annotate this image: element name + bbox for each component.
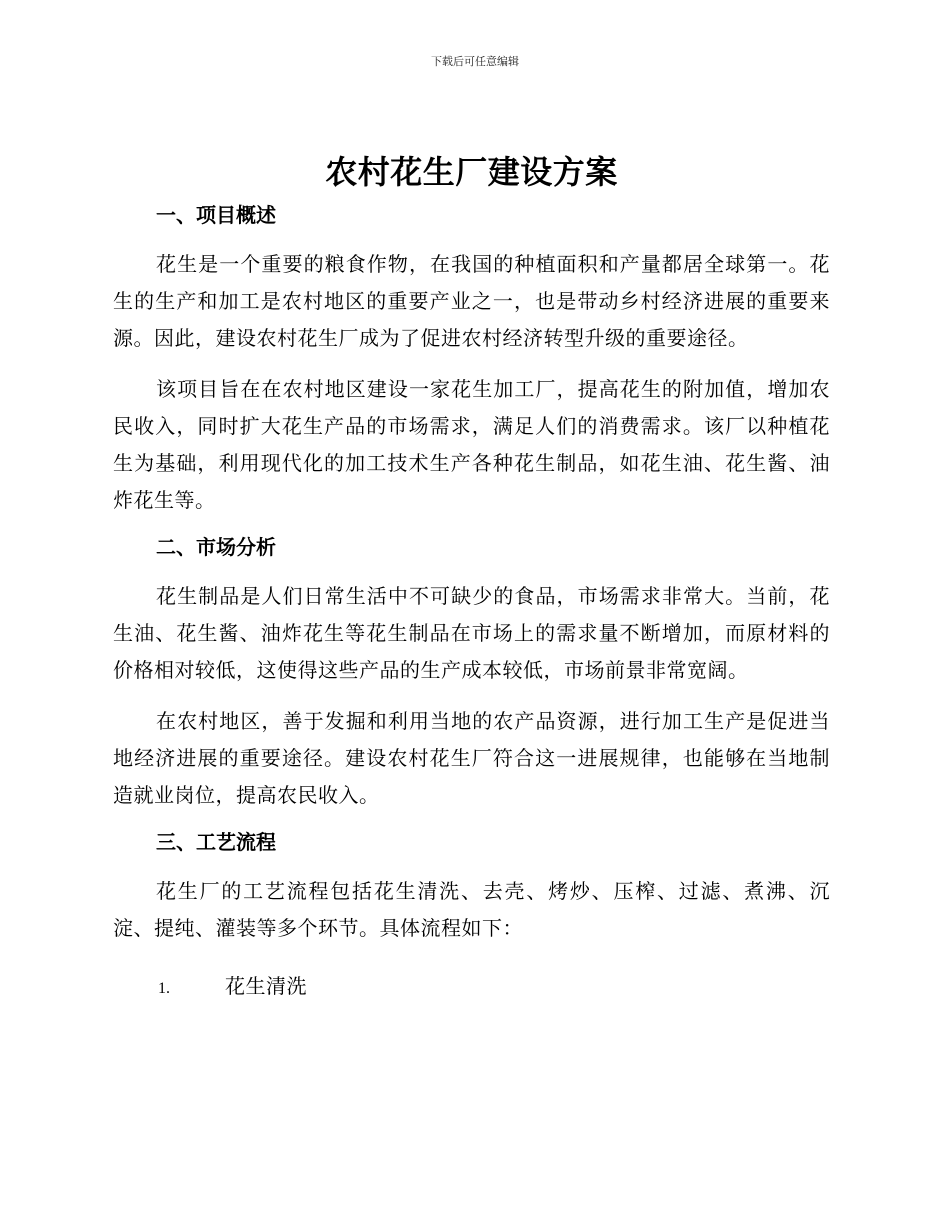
paragraph-overview-1: 花生是一个重要的粮食作物，在我国的种植面积和产量都居全球第一。花生的生产和加工是农村地区的重要产业之一，也是带动乡村经济进展的重要来源。因此，建设农村花生厂成为了促进农村经济转型升级的重要途径。 bbox=[113, 252, 830, 350]
section-heading-market: 二、市场分析 bbox=[156, 535, 276, 559]
section-heading-overview: 一、项目概述 bbox=[156, 203, 276, 227]
paragraph-market-1: 花生制品是人们日常生活中不可缺少的食品，市场需求非常大。当前，花生油、花生酱、油炸花生等花生制品在市场上的需求量不断增加，而原材料的价格相对较低，这使得这些产品的生产成本较低，市场前景非常宽阔。 bbox=[113, 584, 830, 682]
section-heading-process: 三、工艺流程 bbox=[156, 830, 276, 854]
document-title: 农村花生厂建设方案 bbox=[325, 153, 618, 191]
document-body bbox=[113, 150, 830, 1007]
paragraph-overview-2: 该项目旨在在农村地区建设一家花生加工厂，提高花生的附加值，增加农民收入，同时扩大花生产品的市场需求，满足人们的消费需求。该厂以种植花生为基础，利用现代化的加工技术生产各种花生制品，如花生油、花生酱、油炸花生等。 bbox=[113, 377, 830, 512]
paragraph-process-1: 花生厂的工艺流程包括花生清洗、去壳、烤炒、压榨、过滤、煮沸、沉淀、提纯、灌装等多个环节。具体流程如下： bbox=[113, 879, 830, 940]
list-item bbox=[113, 968, 830, 1007]
paragraph-market-2: 在农村地区，善于发掘和利用当地的农产品资源，进行加工生产是促进当地经济进展的重要途径。建设农村花生厂符合这一进展规律，也能够在当地制造就业岗位，提高农民收入。 bbox=[113, 709, 830, 807]
list-item-number: 1. bbox=[158, 980, 170, 997]
list-item-text: 花生清洗 bbox=[225, 974, 307, 998]
header-note: 下载后可任意编辑 bbox=[431, 55, 519, 68]
